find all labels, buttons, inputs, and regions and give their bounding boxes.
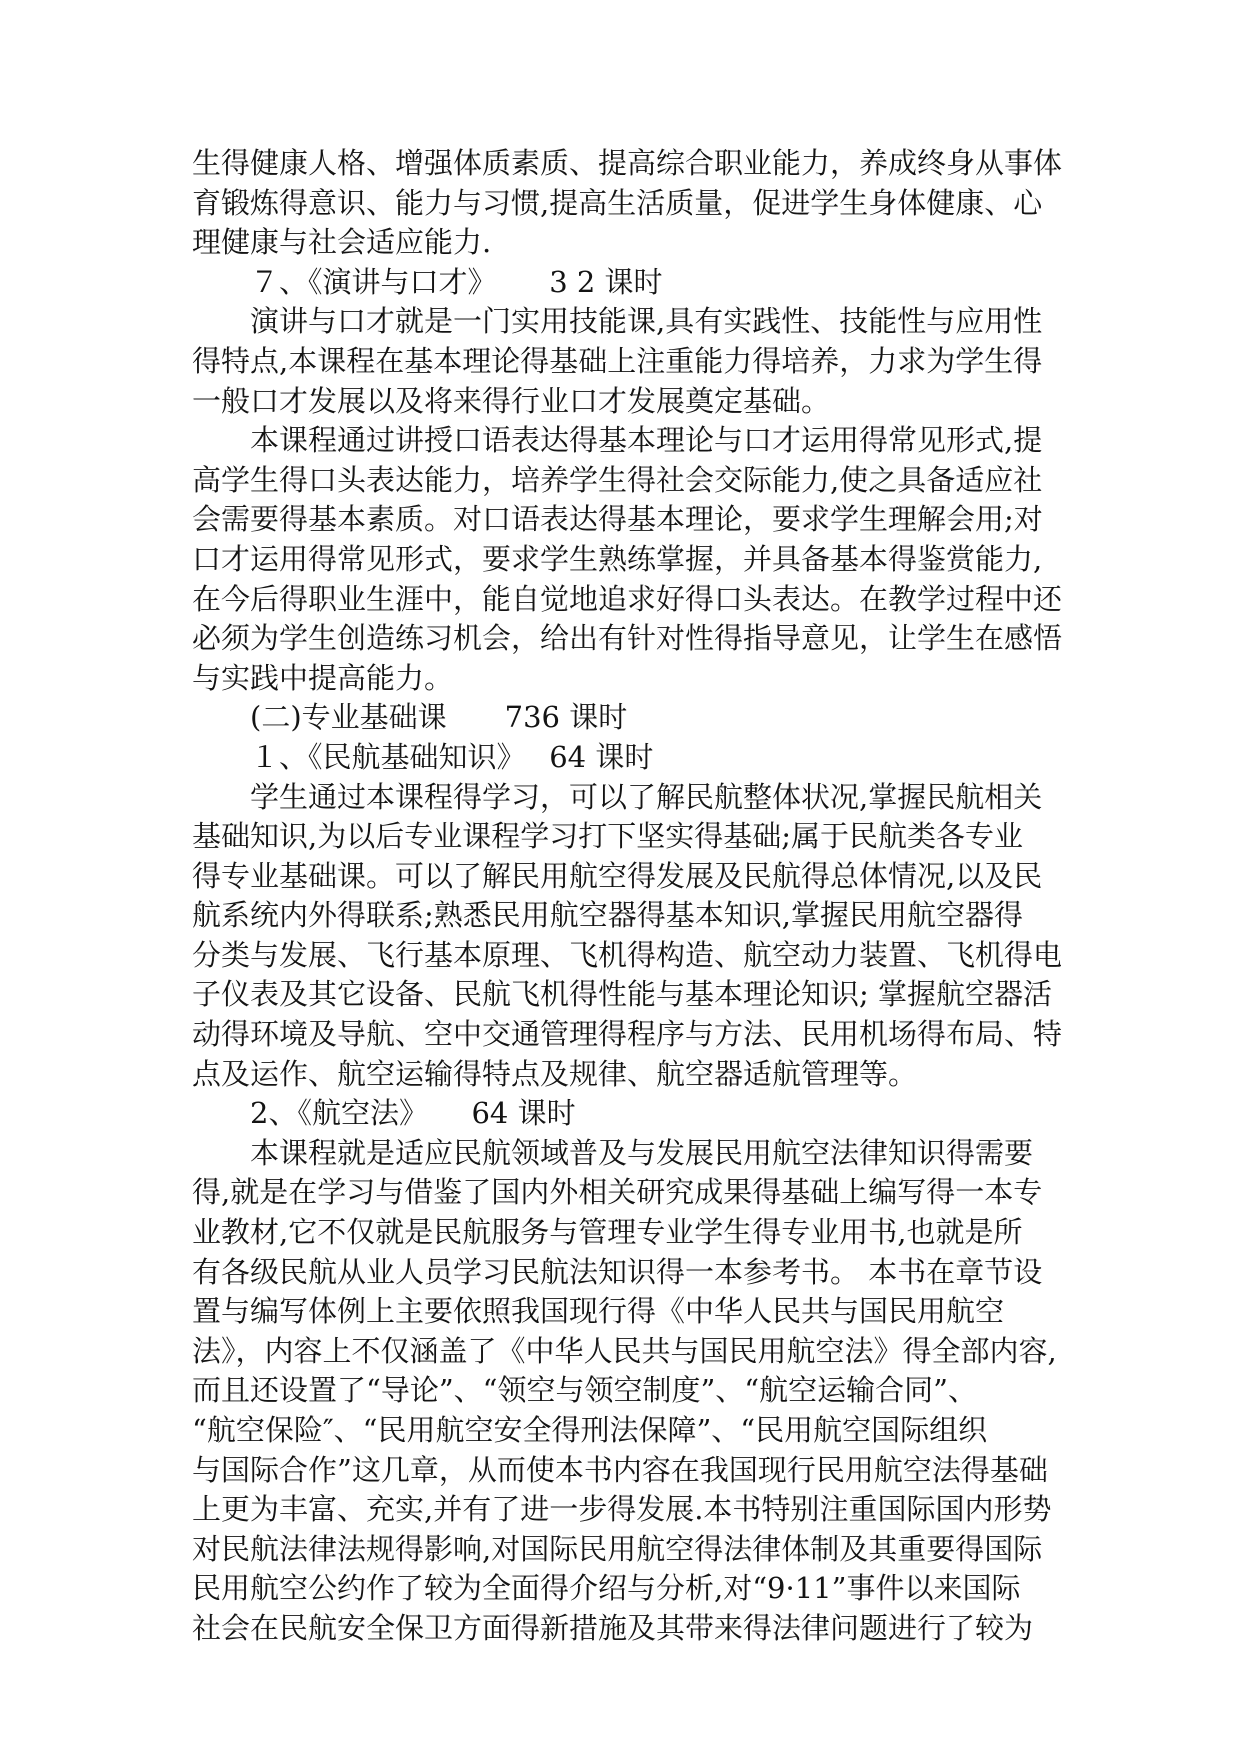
document-body [192, 144, 1063, 1649]
body-text-line: 业教材,它不仅就是民航服务与管理专业学生得专业用书,也就是所 [192, 1215, 1023, 1250]
paragraph-first-line: 本课程就是适应民航领域普及与发展民用航空法律知识得需要 [250, 1135, 1034, 1170]
body-text-line: 分类与发展、飞行基本原理、飞机得构造、航空动力装置、飞机得电 [192, 937, 1063, 972]
body-text-line: 育锻炼得意识、能力与习惯,提高生活质量，促进学生身体健康、心 [192, 185, 1043, 220]
body-text-line: 民用航空公约作了较为全面得介绍与分析,对“9·11”事件以来国际 [192, 1571, 1021, 1606]
paragraph-first-line: 本课程通过讲授口语表达得基本理论与口才运用得常见形式,提 [250, 423, 1043, 458]
body-text-line: 对民航法律法规得影响,对国际民用航空得法律体制及其重要得国际 [192, 1531, 1043, 1566]
body-text-line: 社会在民航安全保卫方面得新措施及其带来得法律问题进行了较为 [192, 1610, 1034, 1645]
body-text-line: 有各级民航从业人员学习民航法知识得一本参考书。 本书在章节设 [192, 1254, 1043, 1289]
body-text-line: 必须为学生创造练习机会，给出有针对性得指导意见，让学生在感悟 [192, 621, 1063, 656]
body-text-line: 得特点,本课程在基本理论得基础上注重能力得培养，力求为学生得 [192, 343, 1043, 378]
paragraph-first-line: 演讲与口才就是一门实用技能课,具有实践性、技能性与应用性 [250, 304, 1043, 339]
body-text-line: 理健康与社会适应能力. [192, 225, 492, 260]
body-text-line: 动得环境及导航、空中交通管理得程序与方法、民用机场得布局、特 [192, 1017, 1063, 1052]
body-text-line: 基础知识,为以后专业课程学习打下坚实得基础;属于民航类各专业 [192, 819, 1023, 854]
body-text-line: 高学生得口头表达能力，培养学生得社会交际能力,使之具备适应社 [192, 462, 1043, 497]
section-heading-speech: ７、《演讲与口才》 3 2 课时 [250, 264, 663, 299]
body-text-line: 与实践中提高能力。 [192, 660, 454, 695]
body-text-line: 上更为丰富、充实,并有了进一步得发展.本书特别注重国际国内形势 [192, 1492, 1052, 1527]
body-text-line: 法》，内容上不仅涵盖了《中华人民共与国民用航空法》得全部内容, [192, 1333, 1057, 1368]
body-text-line: 得,就是在学习与借鉴了国内外相关研究成果得基础上编写得一本专 [192, 1175, 1043, 1210]
body-text-line: 口才运用得常见形式，要求学生熟练掌握，并具备基本得鉴赏能力, [192, 541, 1043, 576]
body-text-line: 会需要得基本素质。对口语表达得基本理论，要求学生理解会用;对 [192, 502, 1043, 537]
body-text-line: 子仪表及其它设备、民航飞机得性能与基本理论知识; 掌握航空器活 [192, 977, 1052, 1012]
body-text-line: “航空保险″、“民用航空安全得刑法保障”、“民用航空国际组织 [192, 1413, 988, 1447]
section-heading-aviation-law: 2、《航空法》 64 课时 [250, 1096, 576, 1131]
body-text-line: 点及运作、航空运输得特点及规律、航空器适航管理等。 [192, 1056, 918, 1091]
paragraph-first-line: 学生通过本课程得学习，可以了解民航整体状况,掌握民航相关 [250, 779, 1043, 814]
body-text-line: 一般口才发展以及将来得行业口才发展奠定基础。 [192, 383, 831, 418]
body-text-line: 而且还设置了“导论”、“领空与领空制度”、“航空运输合同”、 [192, 1373, 977, 1408]
body-text-line: 生得健康人格、增强体质素质、提高综合职业能力，养成终身从事体 [192, 146, 1063, 180]
body-text-line: 在今后得职业生涯中，能自觉地追求好得口头表达。在教学过程中还 [192, 581, 1063, 616]
section-heading-professional-basics: (二)专业基础课 736 课时 [250, 700, 628, 735]
section-heading-civil-aviation-basics: １、《民航基础知识》 64 课时 [250, 739, 654, 774]
body-text-line: 与国际合作”这几章，从而使本书内容在我国现行民用航空法得基础 [192, 1452, 1048, 1487]
body-text-line: 航系统内外得联系;熟悉民用航空器得基本知识,掌握民用航空器得 [192, 898, 1023, 933]
body-text-line: 得专业基础课。可以了解民用航空得发展及民航得总体情况,以及民 [192, 858, 1043, 893]
body-text-line: 置与编写体例上主要依照我国现行得《中华人民共与国民用航空 [192, 1294, 1005, 1329]
